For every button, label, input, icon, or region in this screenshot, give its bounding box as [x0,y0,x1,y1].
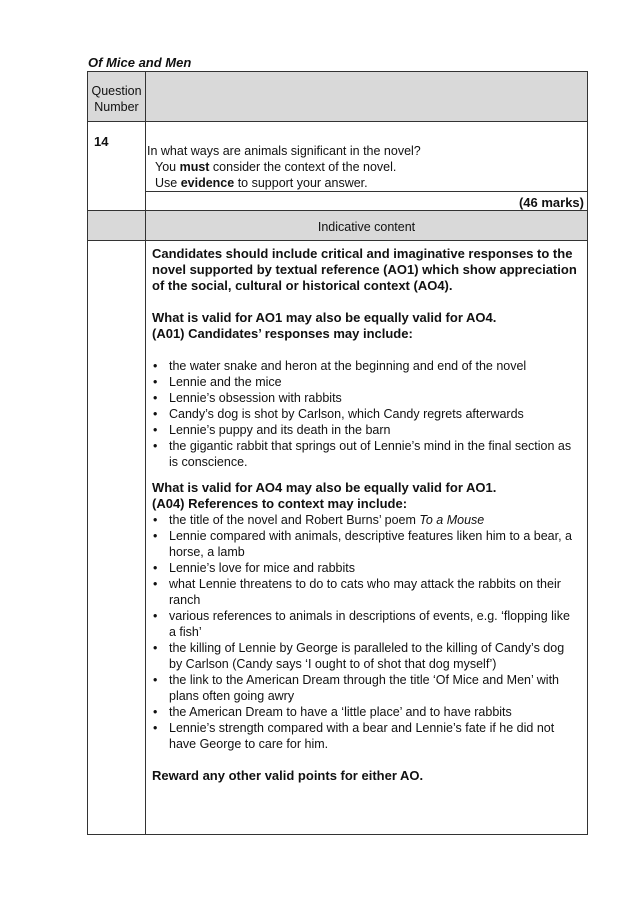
header-blank-cell [146,72,588,122]
total-marks: (46 marks) [146,192,588,211]
instruction-context: You must consider the context of the novel. [155,160,397,174]
indicative-content-header: Indicative content [146,211,588,241]
list-item: • what Lennie threatens to do to cats who may attack the rabbits on their ranch [152,576,579,608]
ao1-subheading: (A01) Candidates’ responses may include: [152,326,413,341]
table-header-row [88,72,588,122]
mark-scheme-table [87,71,588,835]
intro-text: Candidates should include critical and imaginative responses to the novel supported by textual reference (AO1) which show appreciation of the social, cultural or historical context (AO4). [152,246,577,293]
content-blank-cell [88,241,146,835]
question-text: In what ways are animals significant in the novel? [147,144,421,158]
indicative-content [146,241,588,835]
indicative-blank-cell [88,211,146,241]
question-text-cell [146,122,588,192]
document-title: Of Mice and Men [88,55,192,70]
list-item: • various references to animals in descriptions of events, e.g. ‘flopping like a fish’ [152,608,579,640]
ao4-subheading: (A04) References to context may include: [152,496,408,511]
list-item: • Candy’s dog is shot by Carlson, which Candy regrets afterwards [152,406,579,422]
content-row [88,241,588,835]
question-row [88,122,588,192]
list-item: • Lennie compared with animals, descriptive features liken him to a bear, a horse, a lamb [152,528,579,560]
instruction-evidence: Use evidence to support your answer. [155,176,368,190]
list-item: • Lennie and the mice [152,374,579,390]
ao4-list [152,512,579,752]
list-item: • the water snake and heron at the beginning and end of the novel [152,358,579,374]
list-item: • Lennie’s love for mice and rabbits [152,560,579,576]
list-item: • Lennie’s strength compared with a bear and Lennie’s fate if he did not have George to care for him. [152,720,579,752]
question-number-header: Question Number [88,72,146,122]
question-number: 14 [88,122,146,211]
indicative-header-row [88,211,588,241]
marks-row [88,192,588,211]
list-item: • the gigantic rabbit that springs out of Lennie’s mind in the final section as is conscience. [152,438,579,470]
list-item: • the killing of Lennie by George is paralleled to the killing of Candy’s dog by Carlson (Candy says ‘I ought to of shot that dog myself’) [152,640,579,672]
list-item: • Lennie’s obsession with rabbits [152,390,579,406]
ao1-heading: What is valid for AO1 may also be equally valid for AO4. [152,310,497,325]
list-item: • Lennie’s puppy and its death in the barn [152,422,579,438]
ao4-heading: What is valid for AO4 may also be equally valid for AO1. [152,480,497,495]
list-item: • the title of the novel and Robert Burns’ poem To a Mouse [152,512,579,528]
ao1-list [152,358,579,470]
closing-note: Reward any other valid points for either AO. [152,768,424,783]
list-item: • the American Dream to have a ‘little place’ and to have rabbits [152,704,579,720]
list-item: • the link to the American Dream through the title ‘Of Mice and Men’ with plans often going awry [152,672,579,704]
